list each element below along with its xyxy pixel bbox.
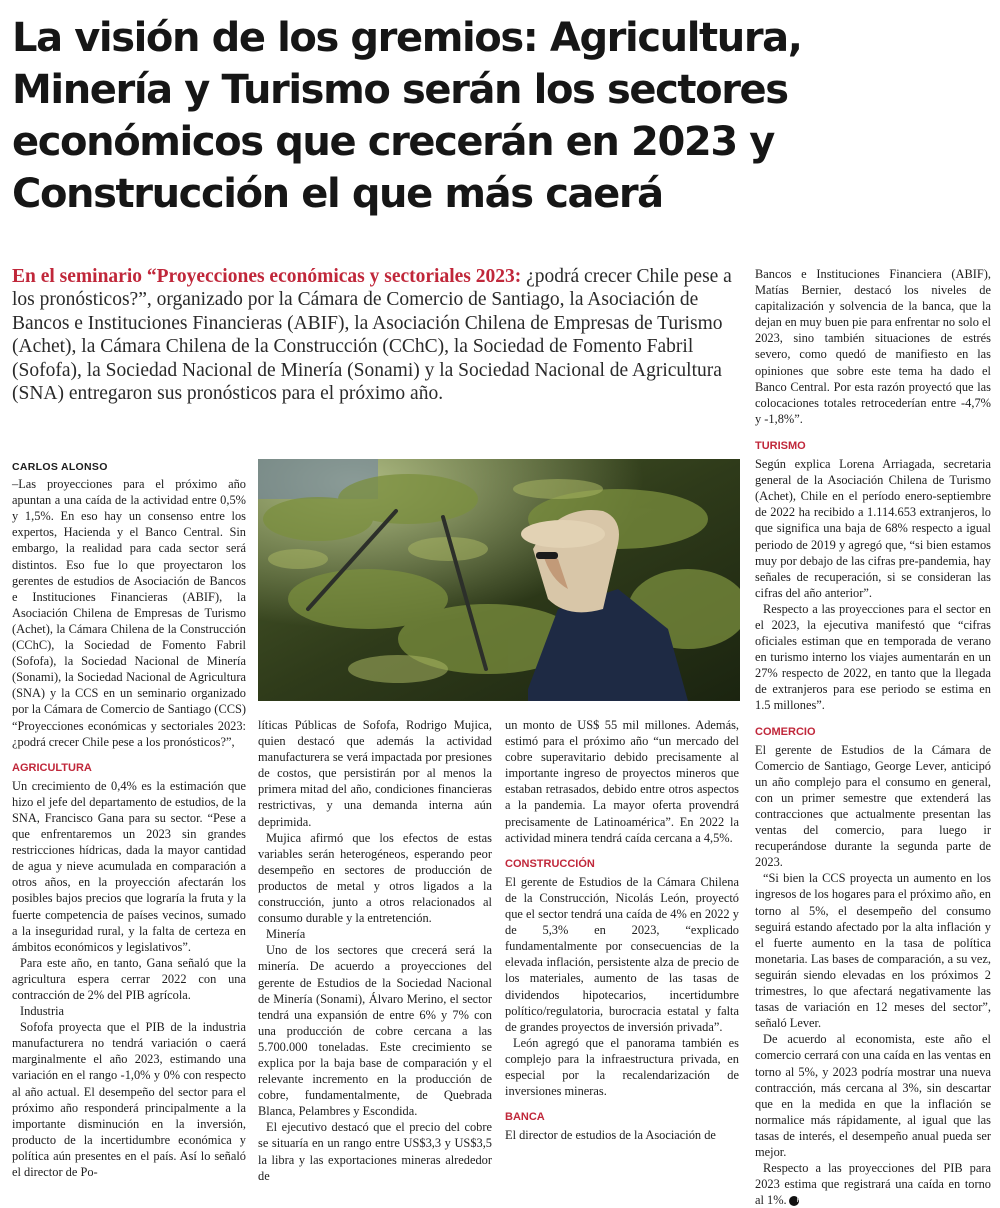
agricultura-paragraph: Un crecimiento de 0,4% es la estimación que hizo el jefe del departamento de estudios, de la SNA, Francisco Gana para su sector. “Pese a que enfrentaremos un 2023 sin grandes restricciones hídricas, dada la mayor cantidad de agua y nieve acumulada en comparación a otros años, en la proyección afectarán los posibles bajos precios que lograría la fruta y la fuerte competencia de países vecinos, sumado a la inseguridad rural, y la falta de certeza en ámbitos económicos y legislativos”. (12, 778, 246, 954)
turismo-paragraph: Según explica Lorena Arriagada, secretaria general de la Asociación Chilena de Turismo (Achet), Chile en el período enero-septiembre de 2022 ha recibido a 1.114.653 extranjeros, lo que significa una baja de 68% respecto a igual periodo de 2019 y agregó que, “si bien estamos muy por debajo de las cifras pre-pandemia, hay señales de recuperación, si se consideran las cifras del año anterior”. (755, 457, 991, 600)
industria-paragraph: Sofofa proyecta que el PIB de la industria manufacturera no tendrá variación o caerá marginalmente el año 2023, estimando una variación en el rango -1,0% y 0% con respecto al año actual. El desempeño del sector para el próximo año responderá principalmente a la importante disminución en la inversión, producto de la incertidumbre económica y política aún presentes en el país. Así lo señaló el director de Po- (12, 1020, 246, 1180)
lead-text: ¿podrá crecer Chile pese a los pronósticos?”, organizado por la Cámara de Comercio de Santiago, la Asociación de Bancos e Instituciones Financieras (ABIF), la Asociación Chilena de Empresas de Turismo (Achet), la Cámara Chilena de la Construcción (CChC), la Sociedad de Fomento Fabril (Sofofa), la Sociedad Nacional de Minería (Sonami) y la Sociedad Nacional de Agricultura (SNA) entregaron sus pronósticos para el próximo año. (12, 266, 732, 405)
banca-continued: Bancos e Instituciones Financiera (ABIF), Matías Bernier, destacó los niveles de capitalización y solvencia de la banca, que la dejan en muy buen pie para enfrentar no solo el 2023, sino también situaciones de estrés severo, como quedó de manifiesto en las opiniones que sobre este tema ha dado el Banco Central. Por esta razón proyectó que las colocaciones totales retrocederían entre -4,7% y -1,8%”. (755, 267, 991, 426)
headline-line: Construcción el que más caerá (12, 171, 663, 217)
construccion-paragraph: El gerente de Estudios de la Cámara Chilena de la Construcción, Nicolás León, proyectó que el sector tendrá una caída de 4% en 2022 y de 5,3% en 2023, “explicado fundamentalmente por consecuencias de la elevada inflación, persistente alza de precio de los materiales, aumento de las tasas de dividendos hipotecarios, incertidumbre político/regulatoria, burocracia estatal y falta de grandes proyectos de inversión privada”. (505, 874, 739, 1034)
headline-line: La visión de los gremios: Agricultura, (12, 15, 802, 61)
mineria-continued: un monto de US$ 55 mil millones. Además, estimó para el próximo año “un mercado del cobre superavitario debido precisamente al importante ingreso de proyectos mineros que estaban retrasados, debido entre otros aspectos a la pandemia. La mayor oferta provendrá precisamente de Latinoamérica”. En 2022 la actividad minera tendrá caída cercana a 4,5%. (505, 718, 739, 845)
end-mark-icon: P (789, 1196, 799, 1206)
headline-line: económicos que crecerán en 2023 y (12, 119, 774, 165)
intro-paragraph: –Las proyecciones para el próximo año apuntan a una caída de la actividad entre 0,5% y 1,5%. En eso hay un consenso entre los expertos, Hacienda y el Banco Central. Sin embargo, la realidad para cada sector será distintos. Eso fue lo que proyectaron los gerentes de estudios de Asociación de Bancos e Instituciones Financieras (ABIF), la Asociación Chilena de Empresas de Turismo (Achet), la Cámara Chilena de la Construcción (CChC), la Sociedad de Fomento Fabril (Sofofa), la Sociedad Nacional de Minería (Sonami), la Sociedad Nacional de Agricultura (SNA) y la CCS en un seminario organizado por la Cámara de Comercio de Santiago (CCS) “Proyecciones económicas y sectoriales 2023: ¿podrá crecer Chile pese a los pronósticos?”, (12, 477, 246, 749)
column-4 (755, 266, 991, 1208)
subhead-industria: Industria (20, 1004, 65, 1019)
section-title-turismo: TURISMO (755, 439, 806, 452)
column-2 (258, 717, 492, 1184)
headline (12, 12, 987, 220)
comercio-paragraph: “Si bien la CCS proyecta un aumento en los ingresos de los hogares para el próximo año, en torno al 5%, el desempeño del consumo seguirá estando afectado por la alta inflación y el fuerte aumento en la tasa de política monetaria. Las bases de comparación, a su vez, seguirán siendo elevadas en los próximos 2 trimestres, lo que afectará negativamente las tasas de variación en 12 meses del sector”, señaló Lever. (755, 871, 991, 1031)
lead-kicker: En el seminario “Proyecciones económicas y sectoriales 2023: (12, 266, 522, 287)
banca-paragraph: El director de estudios de la Asociación de (505, 1128, 716, 1143)
mineria-paragraph: El ejecutivo destacó que el precio del cobre se situaría en un rango entre US$3,3 y US$3,5 la libra y las exportaciones mineras alrededor de (258, 1120, 492, 1183)
industria-paragraph: Mujica afirmó que los efectos de estas variables serán heterogéneos, esperando peor desempeño en sectores de producción de productos de metal y otros ligados a la construcción, junto a otros relacionados al consumo durable y la entretención. (258, 830, 492, 926)
comercio-paragraph: El gerente de Estudios de la Cámara de Comercio de Santiago, George Lever, anticipó un año complejo para el consumo en general, con un primer semestre que extenderá las contracciones que actualmente presentan las ventas del comercio, para luego ir recuperándose durante la segunda parte de 2023. (755, 742, 991, 870)
comercio-paragraph: De acuerdo al economista, este año el comercio cerrará con una caída en las ventas en torno al 5%, y 2023 podría mostrar una nueva contracción, más cercana al 3%, sin descartar que en la medida en que la inflación se normalice más rápidamente, al igual que las tasas de interés, el desempeño anual pueda ser mejor. (755, 1032, 991, 1159)
agricultura-paragraph: Para este año, en tanto, Gana señaló que la agricultura espera cerrar 2022 con una contracción de 2% del PIB agrícola. (12, 955, 246, 1002)
column-3 (505, 717, 739, 1143)
section-title-banca: BANCA (505, 1111, 545, 1124)
section-title-agricultura: AGRICULTURA (12, 761, 92, 774)
subhead-mineria: Minería (266, 927, 306, 942)
column-1 (12, 459, 246, 1180)
article-photo (258, 459, 740, 701)
mineria-paragraph: Uno de los sectores que crecerá será la minería. De acuerdo a proyecciones del gerente de Estudios de la Sociedad Nacional de Minería (Sonami), Álvaro Merino, el sector tendrá una expansión de entre 6% y 7% con una producción de cobre cercana a las 5.700.000 toneladas. Este crecimiento se explica por la baja base de comparación y el relevante incremento en la producción de cobre, fundamentalmente, de Quebrada Blanca, Pelambres y Escondida. (258, 943, 492, 1119)
industria-continued: líticas Públicas de Sofofa, Rodrigo Mujica, quien destacó que además la actividad manufacturera se verá impactada por presiones de costos, que persistirán por al menos la primera mitad del año, condiciones financieras restrictivas, y una demanda interna aún deprimida. (258, 718, 492, 829)
byline: CARLOS ALONSO (12, 461, 108, 473)
lead-paragraph (12, 265, 734, 405)
closing-text: Respecto a las proyecciones del PIB para 2023 estima que registrará una caída en torno al 1%. (755, 1161, 991, 1208)
comercio-paragraph (755, 1160, 991, 1208)
section-title-comercio: COMERCIO (755, 725, 816, 738)
construccion-paragraph: León agregó que el panorama también es complejo para la infraestructura privada, en especial por la recalendarización de inversiones mineras. (505, 1035, 739, 1099)
olive-harvest-photo (258, 459, 740, 701)
headline-line: Minería y Turismo serán los sectores (12, 67, 788, 113)
section-title-construccion: CONSTRUCCIÓN (505, 857, 595, 870)
turismo-paragraph: Respecto a las proyecciones para el sector en el 2023, la ejecutiva manifestó que “cifras oficiales estiman que en temporada de verano en turismo interno los viajes aumentarán en un 27% respecto de 2022, en tanto que la llegada de extranjeros para ese periodo se estima en 1.5 millones”. (755, 601, 991, 713)
